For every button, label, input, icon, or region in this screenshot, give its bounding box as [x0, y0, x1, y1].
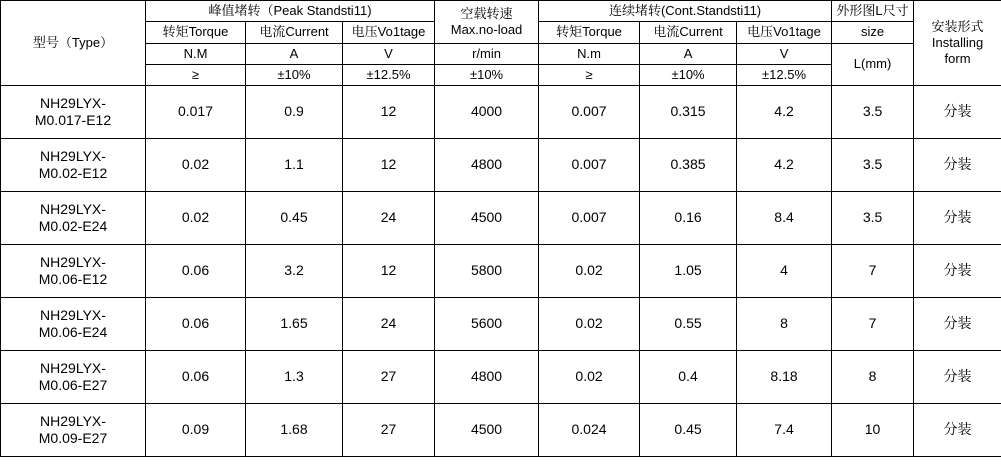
unit-peak-voltage: V: [343, 43, 435, 64]
table-body: [1, 86, 1001, 457]
unit-size-l-mm: L(mm): [832, 43, 914, 86]
cell-cont-current: 0.4: [640, 351, 737, 404]
table-row: [1, 351, 1001, 404]
unit-peak-current: A: [246, 43, 343, 64]
header-cont-standstill-group: 连续堵转(Cont.Standsti11): [539, 1, 832, 22]
cell-cont-current: 0.315: [640, 86, 737, 139]
header-peak-standstill-group: 峰值堵转（Peak Standsti11): [146, 1, 435, 22]
cell-size: 3.5: [832, 139, 914, 192]
cell-size: 8: [832, 351, 914, 404]
unit-cont-torque: N.m: [539, 43, 640, 64]
cell-peak-voltage: 24: [343, 298, 435, 351]
header-row-group: [1, 1, 1001, 22]
tolerance-cont-voltage: ±12.5%: [737, 64, 832, 85]
header-size-label: size: [832, 22, 914, 43]
model-line2: M0.09-E27: [38, 430, 108, 446]
cell-cont-torque: 0.02: [539, 351, 640, 404]
cell-install-form: 分装: [914, 298, 1001, 351]
cell-install-form: 分装: [914, 86, 1001, 139]
header-no-load-line1: 空载转速: [460, 5, 513, 21]
model-line2: M0.02-E24: [38, 218, 108, 234]
model-line2: M0.06-E27: [38, 377, 108, 393]
header-type: 型号（Type）: [1, 1, 146, 86]
cell-size: 3.5: [832, 86, 914, 139]
table-row: [1, 192, 1001, 245]
model-line1: NH29LYX-: [40, 147, 106, 164]
tolerance-cont-current: ±10%: [640, 64, 737, 85]
cell-cont-current: 1.05: [640, 245, 737, 298]
cell-peak-torque: 0.02: [146, 192, 246, 245]
model-line1: NH29LYX-: [40, 200, 106, 217]
cell-cont-voltage: 4.2: [737, 139, 832, 192]
header-installing-form: [914, 1, 1001, 86]
cell-cont-torque: 0.007: [539, 139, 640, 192]
model-line2: M0.06-E12: [38, 271, 108, 287]
tolerance-no-load-speed: ±10%: [435, 64, 539, 85]
cell-peak-torque: 0.02: [146, 139, 246, 192]
model-line2: M0.017-E12: [34, 112, 112, 128]
header-cont-current: 电流Current: [640, 22, 737, 43]
cell-size: 3.5: [832, 192, 914, 245]
cell-no-load-speed: 4500: [435, 192, 539, 245]
unit-no-load-speed: r/min: [435, 43, 539, 64]
cell-peak-torque: 0.06: [146, 245, 246, 298]
cell-cont-torque: 0.024: [539, 404, 640, 457]
model-line1: NH29LYX-: [40, 306, 106, 323]
cell-peak-current: 0.45: [246, 192, 343, 245]
cell-model: [1, 86, 146, 139]
header-row-units: [1, 43, 1001, 64]
cell-install-form: 分装: [914, 351, 1001, 404]
cell-install-form: 分装: [914, 404, 1001, 457]
cell-no-load-speed: 5600: [435, 298, 539, 351]
cell-install-form: 分装: [914, 192, 1001, 245]
unit-cont-current: A: [640, 43, 737, 64]
cell-model: [1, 298, 146, 351]
cell-peak-torque: 0.06: [146, 298, 246, 351]
cell-cont-voltage: 8.4: [737, 192, 832, 245]
cell-cont-voltage: 4.2: [737, 86, 832, 139]
cell-size: 7: [832, 245, 914, 298]
header-no-load-line2: Max.no-load: [450, 21, 523, 37]
header-peak-torque: 转矩Torque: [146, 22, 246, 43]
header-install-line2: Installing: [931, 34, 984, 50]
cell-model: [1, 404, 146, 457]
cell-peak-current: 1.65: [246, 298, 343, 351]
table-row: [1, 298, 1001, 351]
cell-cont-current: 0.55: [640, 298, 737, 351]
header-peak-current: 电流Current: [246, 22, 343, 43]
cell-peak-voltage: 24: [343, 192, 435, 245]
cell-cont-torque: 0.02: [539, 298, 640, 351]
cell-peak-voltage: 27: [343, 404, 435, 457]
tolerance-cont-torque: ≥: [539, 64, 640, 85]
cell-size: 10: [832, 404, 914, 457]
cell-peak-voltage: 27: [343, 351, 435, 404]
cell-cont-torque: 0.02: [539, 245, 640, 298]
cell-peak-current: 1.3: [246, 351, 343, 404]
table-row: [1, 86, 1001, 139]
cell-cont-current: 0.16: [640, 192, 737, 245]
cell-peak-torque: 0.06: [146, 351, 246, 404]
cell-no-load-speed: 4800: [435, 139, 539, 192]
header-outline-size-group: 外形图L尺寸: [832, 1, 914, 22]
table-row: [1, 404, 1001, 457]
cell-cont-torque: 0.007: [539, 86, 640, 139]
cell-model: [1, 192, 146, 245]
cell-install-form: 分装: [914, 139, 1001, 192]
cell-peak-current: 3.2: [246, 245, 343, 298]
model-line1: NH29LYX-: [40, 253, 106, 270]
cell-model: [1, 351, 146, 404]
cell-no-load-speed: 4800: [435, 351, 539, 404]
cell-model: [1, 139, 146, 192]
model-line1: NH29LYX-: [40, 94, 106, 111]
cell-model: [1, 245, 146, 298]
model-line2: M0.06-E24: [38, 324, 108, 340]
cell-cont-voltage: 7.4: [737, 404, 832, 457]
cell-no-load-speed: 5800: [435, 245, 539, 298]
cell-cont-current: 0.45: [640, 404, 737, 457]
cell-cont-current: 0.385: [640, 139, 737, 192]
model-line2: M0.02-E12: [38, 165, 108, 181]
unit-cont-voltage: V: [737, 43, 832, 64]
cell-install-form: 分装: [914, 245, 1001, 298]
cell-peak-voltage: 12: [343, 139, 435, 192]
cell-peak-voltage: 12: [343, 245, 435, 298]
cell-no-load-speed: 4000: [435, 86, 539, 139]
cell-peak-torque: 0.09: [146, 404, 246, 457]
cell-peak-current: 1.1: [246, 139, 343, 192]
table-row: [1, 139, 1001, 192]
cell-peak-current: 0.9: [246, 86, 343, 139]
model-line1: NH29LYX-: [40, 412, 106, 429]
cell-cont-voltage: 4: [737, 245, 832, 298]
header-install-line1: 安装形式: [931, 18, 984, 34]
header-cont-voltage: 电压Vo1tage: [737, 22, 832, 43]
cell-size: 7: [832, 298, 914, 351]
cell-cont-voltage: 8: [737, 298, 832, 351]
cell-peak-torque: 0.017: [146, 86, 246, 139]
tolerance-peak-torque: ≥: [146, 64, 246, 85]
header-cont-torque: 转矩Torque: [539, 22, 640, 43]
cell-peak-voltage: 12: [343, 86, 435, 139]
model-line1: NH29LYX-: [40, 359, 106, 376]
header-no-load-speed-group: [435, 1, 539, 44]
cell-cont-torque: 0.007: [539, 192, 640, 245]
tolerance-peak-current: ±10%: [246, 64, 343, 85]
cell-peak-current: 1.68: [246, 404, 343, 457]
header-install-line3: form: [944, 51, 971, 67]
table-row: [1, 245, 1001, 298]
cell-cont-voltage: 8.18: [737, 351, 832, 404]
cell-no-load-speed: 4500: [435, 404, 539, 457]
header-peak-voltage: 电压Vo1tage: [343, 22, 435, 43]
tolerance-peak-voltage: ±12.5%: [343, 64, 435, 85]
unit-peak-torque: N.M: [146, 43, 246, 64]
